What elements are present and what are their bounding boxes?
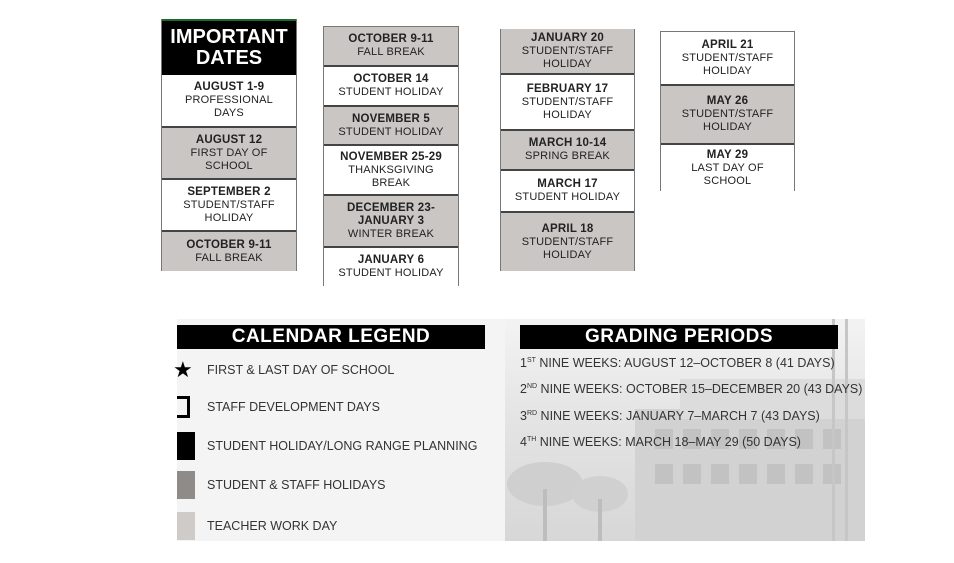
legend-label: STAFF DEVELOPMENT DAYS: [207, 400, 380, 414]
entry-label: LAST DAY OF: [691, 161, 764, 174]
entry-date: SEPTEMBER 2: [187, 185, 271, 198]
dark-gray-square-icon: [177, 471, 195, 499]
dates-column-4: [660, 31, 795, 191]
period-number: 4: [520, 435, 527, 449]
important-dates-header: [162, 19, 296, 75]
entry-date: NOVEMBER 5: [351, 112, 431, 125]
entry-label: SCHOOL: [703, 174, 752, 187]
entry-label: FIRST DAY OF: [190, 146, 268, 159]
entry-label: PROFESSIONAL: [185, 94, 273, 106]
header-title-line2: DATES: [195, 47, 263, 69]
entry-date: FEBRUARY 17: [526, 82, 609, 95]
entry-date: APRIL 21: [701, 38, 754, 51]
entry-date: JANUARY 20: [531, 31, 604, 44]
calendar-legend-title: CALENDAR LEGEND: [177, 325, 485, 349]
period-number: 3: [520, 409, 527, 423]
legend-label: FIRST & LAST DAY OF SCHOOL: [207, 363, 395, 377]
entry-label: STUDENT/STAFF: [521, 235, 614, 248]
school-building-photo: [505, 319, 865, 541]
legend-item: [177, 394, 380, 420]
date-entry: [162, 180, 296, 232]
entry-label: STUDENT/STAFF: [681, 51, 774, 64]
date-entry: [501, 131, 634, 171]
light-gray-square-icon: [177, 512, 195, 540]
date-entry: [162, 128, 296, 180]
entry-date: MARCH 17: [537, 178, 598, 190]
period-number: 1: [520, 356, 527, 370]
date-entry: [162, 75, 296, 128]
entry-date: OCTOBER 9-11: [348, 33, 434, 45]
entry-date: OCTOBER 9-11: [186, 238, 272, 251]
entry-date: JANUARY 6: [357, 254, 425, 266]
entry-date: MAY 26: [706, 95, 749, 107]
period-text: NINE WEEKS: JANUARY 7–MARCH 7 (43 DAYS): [537, 409, 820, 423]
entry-date: OCTOBER 14: [353, 73, 429, 85]
date-entry: [324, 196, 458, 248]
period-suffix: ST: [526, 356, 536, 364]
header-title-line1: IMPORTANT: [170, 26, 288, 48]
date-entry: [661, 86, 794, 145]
period-text: NINE WEEKS: AUGUST 12–OCTOBER 8 (41 DAYS): [535, 356, 835, 370]
entry-label: STUDENT/STAFF: [183, 198, 275, 211]
entry-label: STUDENT HOLIDAY: [338, 86, 444, 98]
dates-column-3: [500, 29, 635, 271]
legend-item: [177, 512, 337, 540]
period-text: NINE WEEKS: OCTOBER 15–DECEMBER 20 (43 DAYS): [537, 382, 863, 396]
period-number: 2: [520, 382, 527, 396]
entry-label: FALL BREAK: [357, 46, 425, 58]
date-entry: [162, 232, 296, 271]
legend-label: TEACHER WORK DAY: [207, 519, 338, 533]
entry-date: MAY 29: [706, 148, 749, 161]
entry-date: JANUARY 3: [357, 214, 425, 227]
legend-label: STUDENT HOLIDAY/LONG RANGE PLANNING: [207, 439, 478, 453]
entry-date: DECEMBER 23-: [346, 201, 436, 214]
legend-background: [177, 319, 505, 541]
star-icon: ★: [173, 357, 193, 382]
date-entry: [501, 213, 634, 271]
date-entry: [501, 29, 634, 75]
entry-label: DAYS: [214, 107, 244, 119]
entry-date: AUGUST 1-9: [193, 81, 265, 93]
building-illustration: [505, 319, 865, 541]
legend-item: [177, 432, 477, 460]
entry-date: NOVEMBER 25-29: [340, 150, 442, 163]
entry-label: HOLIDAY: [204, 211, 254, 224]
entry-label: HOLIDAY: [543, 108, 592, 121]
entry-label: STUDENT/STAFF: [521, 95, 614, 108]
date-entry: [324, 67, 458, 107]
grading-period-row: [520, 382, 862, 396]
period-suffix: ND: [526, 382, 538, 390]
date-entry: [324, 248, 458, 286]
grading-period-row: [520, 409, 820, 423]
date-entry: [324, 146, 458, 196]
date-entry: [661, 145, 794, 191]
date-entry: [324, 27, 458, 67]
entry-label: STUDENT HOLIDAY: [514, 191, 621, 203]
date-entry: [661, 32, 794, 86]
entry-label: HOLIDAY: [703, 121, 752, 133]
legend-label: STUDENT & STAFF HOLIDAYS: [207, 478, 386, 492]
entry-label: THANKSGIVING: [348, 163, 434, 176]
period-suffix: RD: [526, 409, 538, 417]
date-entry: [501, 75, 634, 131]
dates-column-1: [161, 19, 297, 271]
period-suffix: TH: [526, 435, 537, 443]
outlined-square-icon: [177, 396, 190, 418]
legend-item: [177, 471, 386, 499]
grading-period-row: [520, 435, 801, 449]
black-square-icon: [177, 432, 195, 460]
entry-date: AUGUST 12: [195, 133, 263, 146]
entry-label: WINTER BREAK: [347, 227, 435, 240]
period-text: NINE WEEKS: MARCH 18–MAY 29 (50 DAYS): [536, 435, 801, 449]
entry-label: STUDENT/STAFF: [521, 44, 614, 57]
entry-label: BREAK: [371, 176, 411, 189]
entry-label: HOLIDAY: [543, 57, 592, 70]
entry-label: STUDENT/STAFF: [681, 108, 774, 120]
entry-label: HOLIDAY: [543, 248, 592, 261]
entry-label: SCHOOL: [205, 159, 253, 172]
entry-label: SPRING BREAK: [525, 150, 610, 162]
entry-label: HOLIDAY: [703, 64, 752, 77]
dates-column-2: [323, 26, 459, 286]
grading-period-row: [520, 356, 835, 370]
entry-label: FALL BREAK: [195, 251, 263, 264]
date-entry: [501, 171, 634, 213]
entry-date: MARCH 10-14: [528, 137, 607, 149]
entry-label: STUDENT HOLIDAY: [338, 267, 444, 279]
entry-date: APRIL 18: [541, 222, 594, 235]
entry-label: STUDENT HOLIDAY: [338, 125, 444, 138]
legend-item: [173, 358, 394, 382]
date-entry: [324, 107, 458, 146]
grading-periods-title: GRADING PERIODS: [520, 325, 838, 349]
